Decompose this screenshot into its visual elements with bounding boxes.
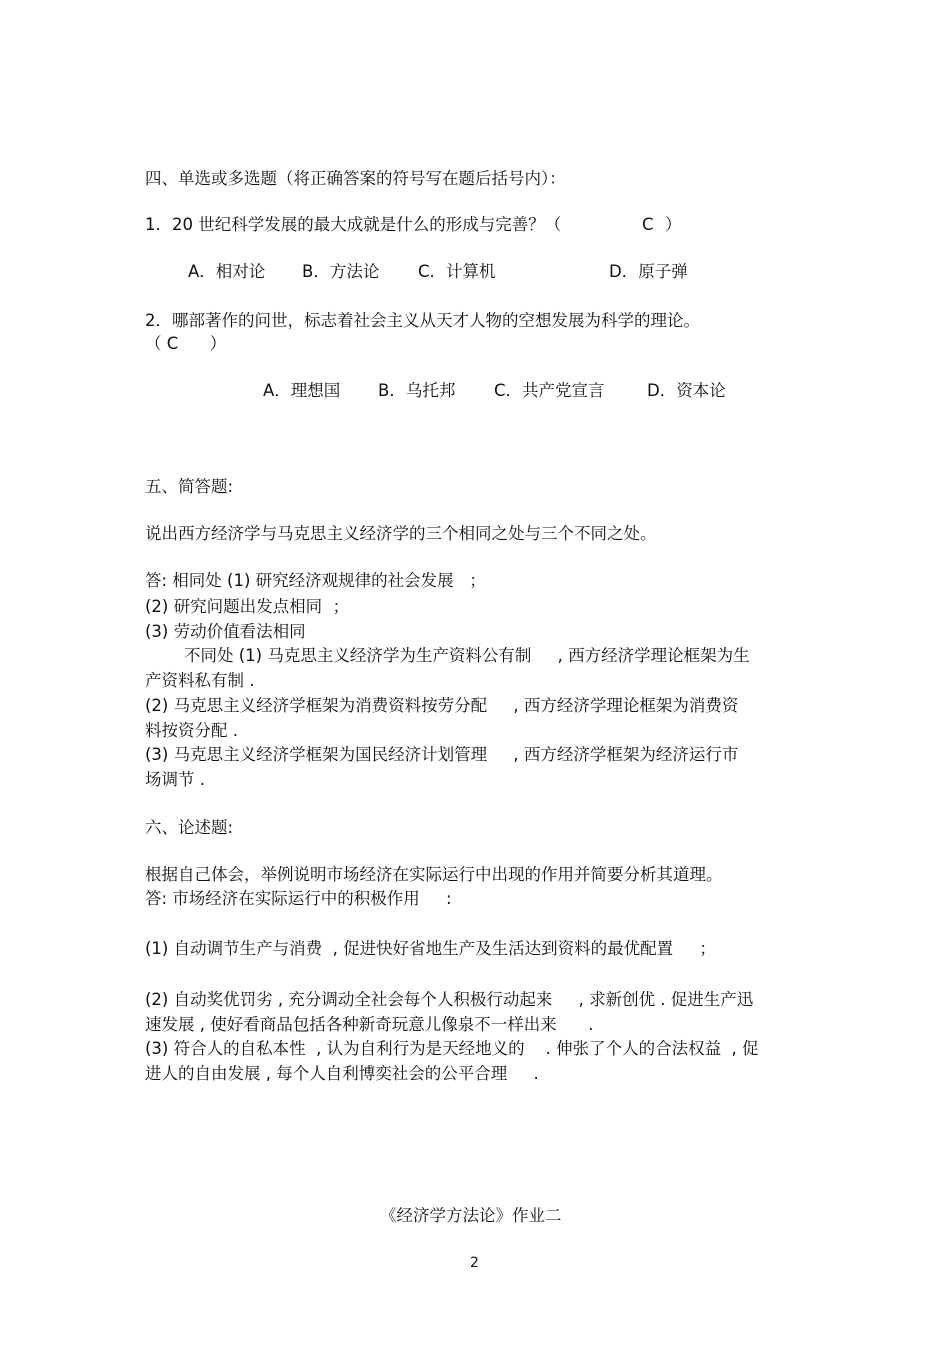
section5-answer-line: (2) 研究问题出发点相同 ； [145,597,350,616]
q1-option-a: A．相对论 [188,262,266,281]
q1-answer: C [642,215,654,234]
section6-point-3-line: 进人的自由发展 , 每个人自利博奕社会的公平合理 . [145,1064,539,1083]
q2-option-d: D．资本论 [647,381,726,400]
q2-option-a: A．理想国 [263,381,341,400]
q2-stem: 2．哪部著作的问世，标志着社会主义从天才人物的空想发展为科学的理论。 [145,311,700,330]
section6-point-2-line: 速发展 , 使好看商品包括各种新奇玩意儿像泉不一样出来 . [145,1015,594,1034]
q1-stem: 1．20 世纪科学发展的最大成就是什么的形成与完善？（ [145,215,562,234]
section6-answer-intro: 答: 市场经济在实际运行中的积极作用 : [145,889,452,908]
q1-option-b: B．方法论 [302,262,380,281]
section6-heading: 六、论述题: [145,818,234,837]
q1-option-c: C．计算机 [418,262,496,281]
q1-close-paren: ） [665,215,682,234]
q2-option-b: B．乌托邦 [378,381,456,400]
q2-option-c: C．共产党宣言 [494,381,605,400]
section5-answer-line: 场调节 . [145,770,205,789]
q2-answer: （ C ） [145,334,227,353]
section5-answer-line: 料按资分配 . [145,721,238,740]
section5-answer-line: 答: 相同处 (1) 研究经济观规律的社会发展 ； [145,571,486,590]
section5-question: 说出西方经济学与马克思主义经济学的三个相同之处与三个不同之处。 [145,524,657,543]
next-assignment-title: 《经济学方法论》作业二 [380,1206,562,1225]
q1-option-d: D．原子弹 [609,262,688,281]
section6-point-2-line: (2) 自动奖优罚劣 , 充分调动全社会每个人积极行动起来 , 求新创优 . 促进生产迅 [145,990,754,1009]
section5-answer-line: (3) 劳动价值看法相同 [145,622,306,641]
section5-answer-line: (2) 马克思主义经济学框架为消费资料按劳分配 , 西方经济学理论框架为消费资 [145,696,739,715]
section6-point-1: (1) 自动调节生产与消费 , 促进快好省地生产及生活达到资料的最优配置 ； [145,939,716,958]
section6-point-3-line: (3) 符合人的自私本性 , 认为自利行为是天经地义的 . 伸张了个人的合法权益 , 促 [145,1039,759,1058]
section5-heading: 五、简答题: [145,477,234,496]
section5-answer-line: (3) 马克思主义经济学框架为国民经济计划管理 , 西方经济学框架为经济运行市 [145,745,739,764]
section4-heading: 四、单选或多选题（将正确答案的符号写在题后括号内）： [145,169,566,188]
section5-answer-line: 不同处 (1) 马克思主义经济学为生产资料公有制 , 西方经济学理论框架为生 [184,646,750,665]
section5-answer-line: 产资料私有制 . [145,671,255,690]
page-number: 2 [470,1255,479,1271]
section6-question: 根据自己体会，举例说明市场经济在实际运行中出现的作用并简要分析其道理。 [145,865,723,884]
